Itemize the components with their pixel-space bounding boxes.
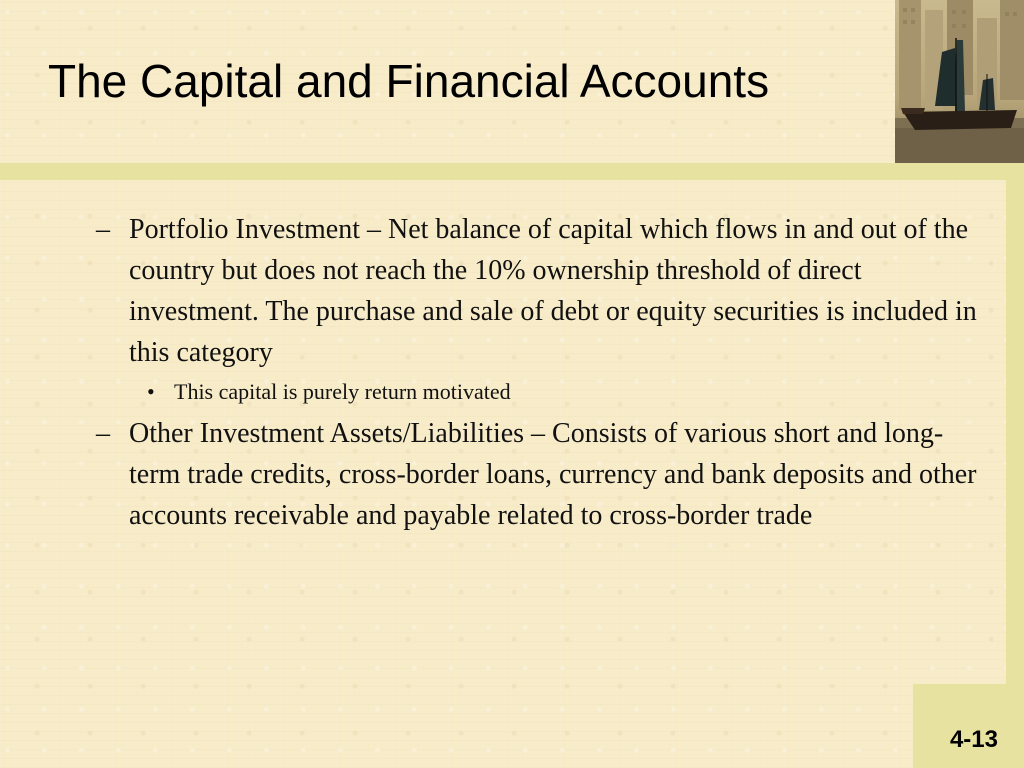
dash-marker: – bbox=[96, 214, 110, 245]
bullet-marker: • bbox=[147, 379, 155, 404]
list-item bbox=[96, 413, 986, 536]
page-number-box bbox=[913, 684, 1024, 768]
title-area bbox=[0, 0, 1024, 163]
portfolio-investment-text: Portfolio Investment – Net balance of capital which flows in and out of the country but does not reach the 10% ownership threshold of direct investment. The purchase and sale of debt or equity securities is included in this category bbox=[129, 214, 977, 368]
other-investment-text: Other Investment Assets/Liabilities – Consists of various short and long-term trade credits, cross-border loans, currency and bank deposits and other accounts receivable and payable related to cross-border trade bbox=[129, 418, 977, 531]
slide-body bbox=[96, 209, 986, 539]
slide-title: The Capital and Financial Accounts bbox=[48, 55, 770, 107]
harbor-junk-photo bbox=[895, 0, 1024, 163]
right-edge-band bbox=[1006, 180, 1024, 768]
title-divider-band bbox=[0, 163, 1024, 180]
return-motivated-text: This capital is purely return motivated bbox=[174, 379, 511, 404]
page-number: 4-13 bbox=[949, 726, 998, 753]
list-item bbox=[96, 209, 986, 373]
dash-marker: – bbox=[96, 418, 110, 449]
sub-list-item bbox=[96, 376, 986, 408]
